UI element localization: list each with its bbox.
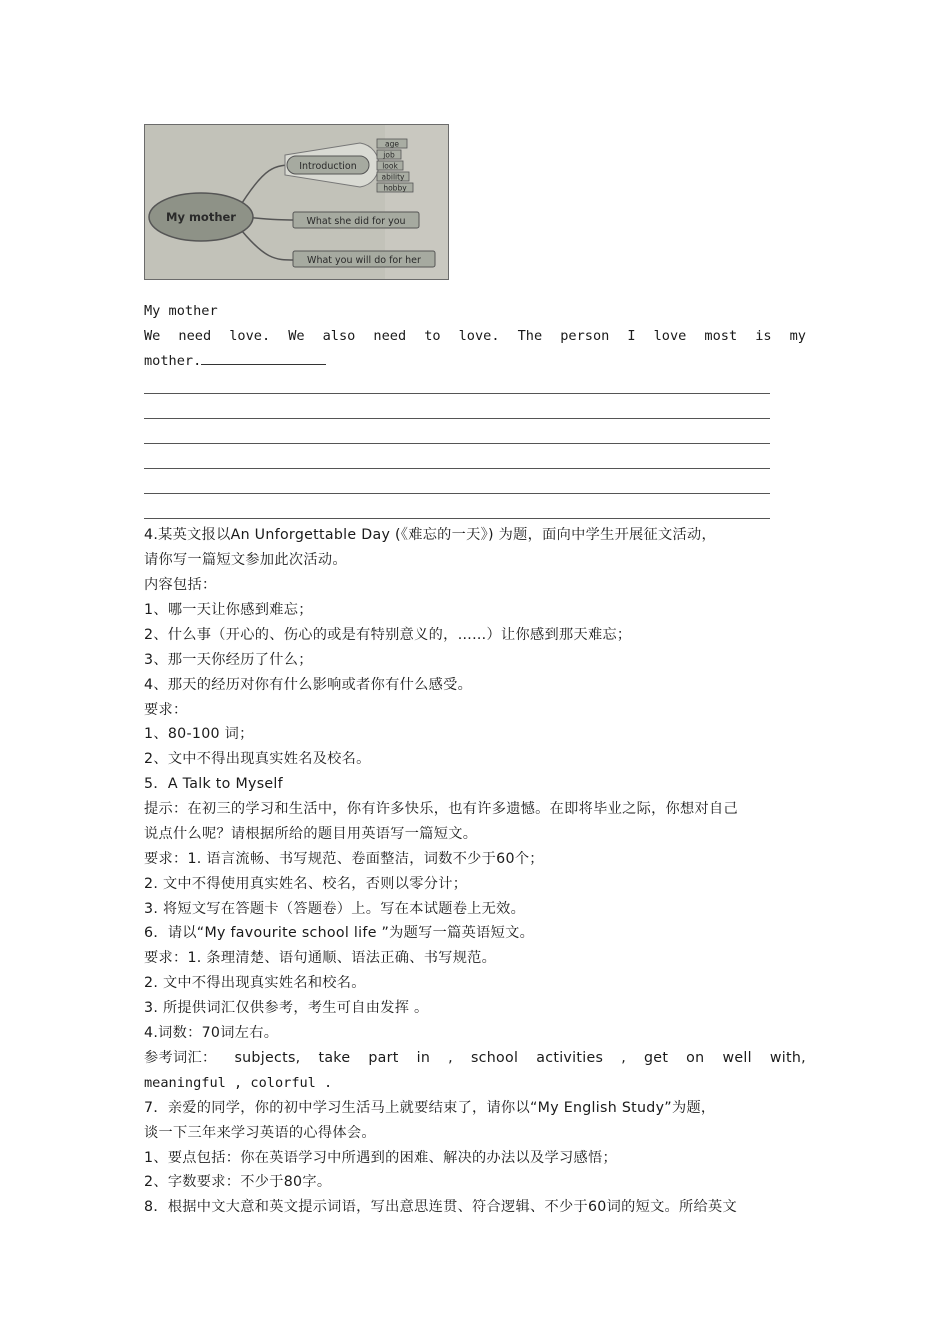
- essay-start-word: need: [373, 328, 407, 344]
- essay-start-line: [144, 324, 806, 349]
- essay-start-word: love.: [458, 328, 500, 344]
- mindmap-child-look: look: [382, 161, 398, 171]
- q6-req2: 2. 文中不得出现真实姓名和校名。: [144, 975, 366, 991]
- q6-req4: 4.词数：70词左右。: [144, 1025, 279, 1041]
- q5-req3: 3. 将短文写在答题卡（答题卷）上。写在本试题卷上无效。: [144, 901, 526, 917]
- q5-hint2: 说点什么呢？请根据所给的题目用英语写一篇短文。: [144, 826, 478, 842]
- writing-line: [144, 418, 770, 419]
- essay-start-word: also: [322, 328, 356, 344]
- essay-start-cont-text: mother.: [144, 353, 202, 369]
- q6-vocab-line2: meaningful , colorful .: [144, 1075, 333, 1091]
- q6-vocab-word: school: [470, 1050, 519, 1066]
- essay-start-word: The: [517, 328, 543, 344]
- essay-start-word: most: [704, 328, 738, 344]
- essay-blank: [201, 350, 326, 365]
- q4-item: 1、哪一天让你感到难忘；: [144, 602, 313, 618]
- q5-req1: 要求：1. 语言流畅、书写规范、卷面整洁，词数不少于60个；: [144, 851, 544, 867]
- q7-line1: 7．亲爱的同学，你的初中学习生活马上就要结束了，请你以“My English Study”为题，: [144, 1100, 716, 1116]
- q6-vocab-word: part: [368, 1050, 399, 1066]
- essay-start-word: my: [789, 328, 806, 344]
- q5-hint1: 提示：在初三的学习和生活中，你有许多快乐，也有许多遗憾。在即将毕业之际，你想对自己: [144, 801, 738, 817]
- essay-start-word: is: [755, 328, 772, 344]
- essay-start-word: I: [627, 328, 636, 344]
- mindmap-branch-label: What you will do for her: [307, 255, 421, 266]
- q4-line2: 请你写一篇短文参加此次活动。: [144, 552, 347, 568]
- q4-req: 2、文中不得出现真实姓名及校名。: [144, 751, 371, 767]
- mindmap-child-hobby: hobby: [383, 183, 407, 193]
- essay-title: My mother: [144, 303, 218, 319]
- q4-content-heading: 内容包括：: [144, 577, 217, 593]
- q7-item1: 1、要点包括：你在英语学习中所遇到的困难、解决的办法以及学习感悟；: [144, 1150, 617, 1166]
- q5-req2: 2. 文中不得使用真实姓名、校名，否则以零分计；: [144, 876, 468, 892]
- q6-vocab-word: 参考词汇：: [144, 1050, 217, 1066]
- essay-start-word: love.: [229, 328, 271, 344]
- mindmap-child-job: job: [383, 150, 395, 160]
- q6-title: 6．请以“My favourite school life ”为题写一篇英语短文。: [144, 925, 535, 941]
- q6-vocab-word: in: [416, 1050, 431, 1066]
- q4-req: 1、80-100 词；: [144, 726, 254, 742]
- essay-start-word: to: [424, 328, 441, 344]
- mindmap-child-ability: ability: [381, 172, 405, 182]
- q6-vocab-word: on: [686, 1050, 705, 1066]
- writing-line: [144, 443, 770, 444]
- q6-vocab-word: ,: [621, 1050, 626, 1066]
- mindmap-branch-label: What she did for you: [306, 216, 406, 227]
- writing-line: [144, 468, 770, 469]
- q6-vocab-word: ,: [448, 1050, 453, 1066]
- q4-line1: 4.某英文报以An Unforgettable Day (《难忘的一天》) 为题，面向中学生开展征文活动，: [144, 527, 716, 543]
- q6-req1: 要求：1. 条理清楚、语句通顺、语法正确、书写规范。: [144, 950, 497, 966]
- essay-start-word: need: [178, 328, 212, 344]
- mindmap-center-label: My mother: [166, 210, 236, 224]
- essay-start-word: We: [288, 328, 305, 344]
- q6-vocab-word: subjects,: [234, 1050, 301, 1066]
- q4-item: 2、什么事（开心的、伤心的或是有特别意义的，……）让你感到那天难忘；: [144, 627, 632, 643]
- q6-vocab-word: take: [318, 1050, 351, 1066]
- mindmap-child-age: age: [385, 139, 399, 149]
- mindmap-branch-label: Introduction: [299, 161, 357, 172]
- writing-line: [144, 393, 770, 394]
- q4-req-heading: 要求：: [144, 702, 188, 718]
- q7-item2: 2、字数要求：不少于80字。: [144, 1174, 332, 1190]
- essay-start-cont: [144, 349, 806, 374]
- q6-vocab-word: well: [722, 1050, 752, 1066]
- mindmap-figure: [144, 124, 449, 280]
- q8-line1: 8．根据中文大意和英文提示词语，写出意思连贯、符合逻辑、不少于60词的短文。所给英文: [144, 1199, 737, 1215]
- q5-title: 5．A Talk to Myself: [144, 776, 283, 792]
- essay-start-word: We: [144, 328, 161, 344]
- writing-line: [144, 518, 770, 519]
- q6-vocab-word: activities: [536, 1050, 604, 1066]
- q7-line2: 谈一下三年来学习英语的心得体会。: [144, 1125, 376, 1141]
- essay-start-word: love: [653, 328, 687, 344]
- q6-vocab-word: get: [643, 1050, 669, 1066]
- essay-start-word: person: [560, 328, 610, 344]
- mindmap-svg: [145, 125, 448, 279]
- q6-req3: 3. 所提供词汇仅供参考，考生可自由发挥 。: [144, 1000, 429, 1016]
- q4-item: 4、那天的经历对你有什么影响或者你有什么感受。: [144, 677, 473, 693]
- q6-vocab-line: [144, 1046, 806, 1071]
- writing-line: [144, 493, 770, 494]
- q6-vocab-word: with,: [769, 1050, 806, 1066]
- q4-item: 3、那一天你经历了什么；: [144, 652, 313, 668]
